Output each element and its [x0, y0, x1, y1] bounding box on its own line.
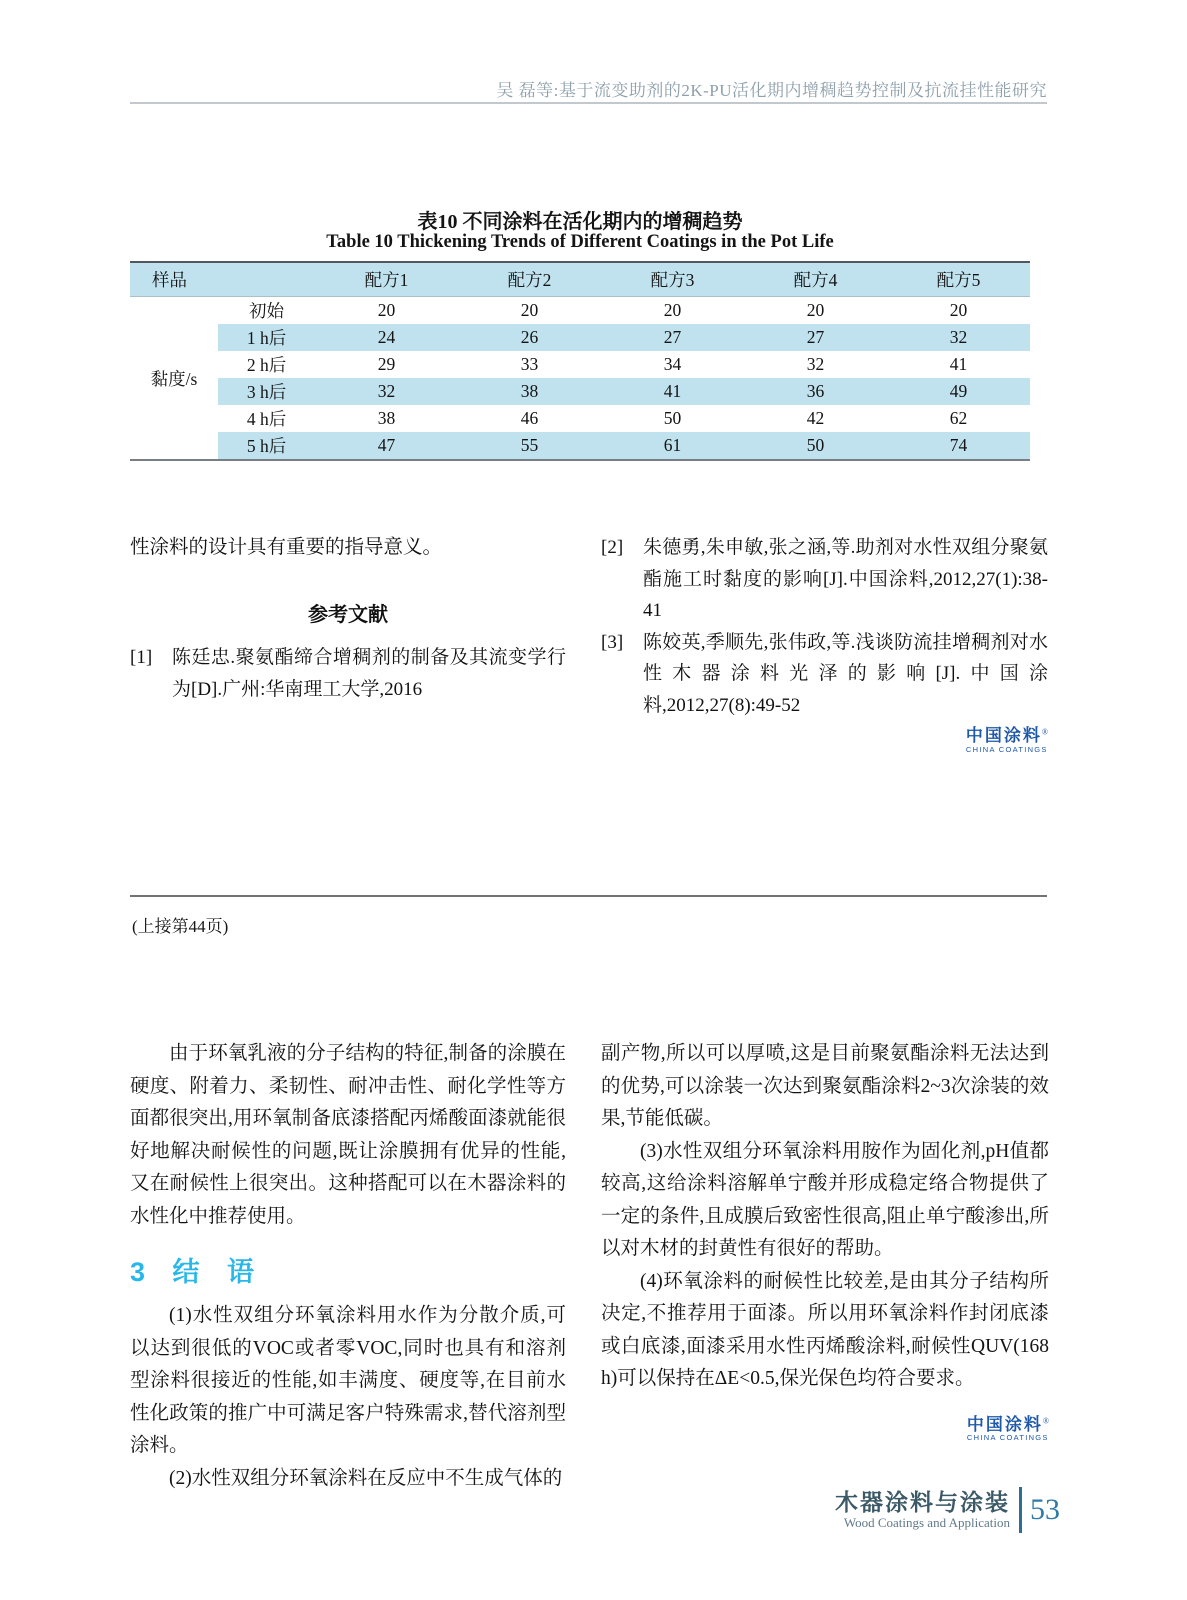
reference-number: [3]: [601, 631, 624, 653]
reference-text: 陈廷忠.聚氨酯缔合增稠剂的制备及其流变学行为[D].广州:华南理工大学,2016: [172, 647, 566, 700]
cell-value: 34: [663, 354, 682, 374]
cell-value: 55: [458, 432, 601, 460]
paragraph: (3)水性双组分环氧涂料用胺作为固化剂,pH值都较高,这给涂料溶解单宁酸并形成稳定络合物提供了一定的条件,且成膜后致密性很高,阻止单宁酸渗出,所以对木材的封黄性有很好的帮助。: [601, 1140, 1049, 1259]
registered-mark-icon: ®: [1042, 1416, 1049, 1426]
cell-value: 27: [744, 324, 887, 351]
cell-value: 74: [887, 432, 1030, 460]
row-time-label: 初始: [249, 301, 284, 321]
cell-value: 46: [520, 408, 539, 428]
cell-value: 20: [520, 300, 539, 320]
logo-text-en: CHINA COATINGS: [965, 744, 1048, 754]
paragraph: (2)水性双组分环氧涂料在反应中不生成气体的: [169, 1467, 563, 1489]
row-time-label: 5 h后: [218, 432, 315, 460]
row-time-label: 1 h后: [218, 324, 315, 351]
column-header-formula5: 配方5: [936, 270, 981, 290]
cell-value: 38: [377, 408, 396, 428]
paragraph-continuation: 性涂料的设计具有重要的指导意义。: [130, 537, 443, 558]
page-number: 53: [1030, 1493, 1060, 1526]
logo-text-zh: 中国涂料: [966, 1414, 1043, 1434]
column-header-formula4: 配方4: [793, 270, 838, 290]
cell-value: 20: [949, 300, 968, 320]
journal-name-zh: 木器涂料与涂装: [835, 1488, 1010, 1515]
cell-value: 26: [458, 324, 601, 351]
paragraph-continuation: 副产物,所以可以厚喷,这是目前聚氨酯涂料无法达到的优势,可以涂装一次达到聚氨酯涂料2~3次涂装的效果,节能低碳。: [601, 1043, 1049, 1129]
paragraph: (4)环氧涂料的耐候性比较差,是由其分子结构所决定,不推荐用于面漆。所以用环氧涂料作封闭底漆或白底漆,面漆采用水性丙烯酸涂料,耐候性QUV(168 h)可以保持在ΔE<0.5,保光保色均符合要求。: [601, 1270, 1049, 1389]
table-row: [130, 297, 1030, 325]
references-right-column: [601, 532, 1048, 754]
paragraph: 由于环氧乳液的分子结构的特征,制备的涂膜在硬度、附着力、柔韧性、耐冲击性、耐化学性等方面都很突出,用环氧制备底漆搭配丙烯酸面漆就能很好地解决耐候性的问题,既让涂膜拥有优异的性能,又在耐候性上很突出。这种搭配可以在木器涂料的水性化中推荐使用。: [130, 1043, 566, 1227]
table-title-zh: 表10 不同涂料在活化期内的增稠趋势: [417, 211, 743, 233]
column-header-formula2: 配方2: [507, 270, 552, 290]
references-left-column: [130, 532, 566, 705]
cell-value: 50: [744, 432, 887, 460]
row-time-label: 2 h后: [246, 355, 287, 375]
running-header-title: 吴 磊等:基于流变助剂的2K-PU活化期内增稠趋势控制及抗流挂性能研究: [496, 81, 1047, 100]
footer-divider-bar: [1019, 1487, 1022, 1533]
cell-value: 32: [806, 354, 825, 374]
header-rule: [130, 102, 1047, 104]
cell-value: 42: [806, 408, 825, 428]
cell-value: 24: [315, 324, 458, 351]
article-left-column: [130, 1038, 566, 1495]
column-header-sample: 样品: [152, 270, 187, 290]
cell-value: 27: [601, 324, 744, 351]
registered-mark-icon: ®: [1041, 727, 1048, 737]
row-time-label: 3 h后: [218, 378, 315, 405]
reference-text: 朱德勇,朱申敏,张之涵,等.助剂对水性双组分聚氨酯施工时黏度的影响[J].中国涂料,2012,27(1):38-41: [643, 537, 1048, 621]
section-heading-conclusion: 3 结 语: [130, 1257, 257, 1287]
logo-text-en: CHINA COATINGS: [966, 1433, 1049, 1443]
row-time-label: 4 h后: [246, 409, 287, 429]
journal-name-en: Wood Coatings and Application: [843, 1514, 1010, 1530]
column-header-formula1: 配方1: [364, 270, 409, 290]
china-coatings-logo: [967, 1416, 1049, 1443]
cell-value: 20: [377, 300, 396, 320]
table-row: [130, 351, 1030, 378]
continuation-note: (上接第44页): [132, 917, 229, 936]
article-right-column: [601, 1038, 1049, 1442]
cell-value: 33: [520, 354, 539, 374]
cell-value: 32: [887, 324, 1030, 351]
cell-value: 41: [601, 378, 744, 405]
section-divider: [130, 895, 1047, 897]
cell-value: 41: [949, 354, 968, 374]
cell-value: 36: [744, 378, 887, 405]
reference-item: [601, 532, 1048, 627]
table-row: [130, 378, 1030, 405]
table-row: [130, 405, 1030, 432]
reference-text: 陈姣英,季顺先,张伟政,等.浅谈防流挂增稠剂对水性木器涂料光泽的影响[J].中国涂料,2012,27(8):49-52: [643, 631, 1048, 716]
cell-value: 47: [315, 432, 458, 460]
reference-item: [130, 642, 566, 705]
references-heading: 参考文献: [308, 604, 388, 626]
thickening-trends-table: [130, 261, 1030, 461]
cell-value: 29: [377, 354, 396, 374]
china-coatings-logo: [966, 727, 1048, 754]
reference-item: [601, 627, 1048, 722]
reference-number: [2]: [601, 537, 624, 558]
cell-value: 20: [663, 300, 682, 320]
cell-value: 38: [458, 378, 601, 405]
cell-value: 62: [949, 408, 968, 428]
table-row: [130, 324, 1030, 351]
table-row: [130, 432, 1030, 460]
reference-number: [1]: [130, 647, 153, 668]
column-header-formula3: 配方3: [650, 270, 695, 290]
row-group-label: 黏度/s: [130, 297, 218, 461]
cell-value: 61: [601, 432, 744, 460]
table-header-row: [130, 262, 1030, 297]
logo-text-zh: 中国涂料: [965, 726, 1042, 745]
page-footer: [835, 1487, 1060, 1533]
table-title-en: Table 10 Thickening Trends of Different Coatings in the Pot Life: [326, 232, 834, 252]
journal-name-block: [835, 1490, 1010, 1531]
cell-value: 50: [663, 408, 682, 428]
cell-value: 32: [315, 378, 458, 405]
paragraph: (1)水性双组分环氧涂料用水作为分散介质,可以达到很低的VOC或者零VOC,同时也具有和溶剂型涂料很接近的性能,如丰满度、硬度等,在目前水性化政策的推广中可满足客户特殊需求,替代溶剂型涂料。: [130, 1305, 566, 1456]
cell-value: 49: [887, 378, 1030, 405]
cell-value: 20: [806, 300, 825, 320]
